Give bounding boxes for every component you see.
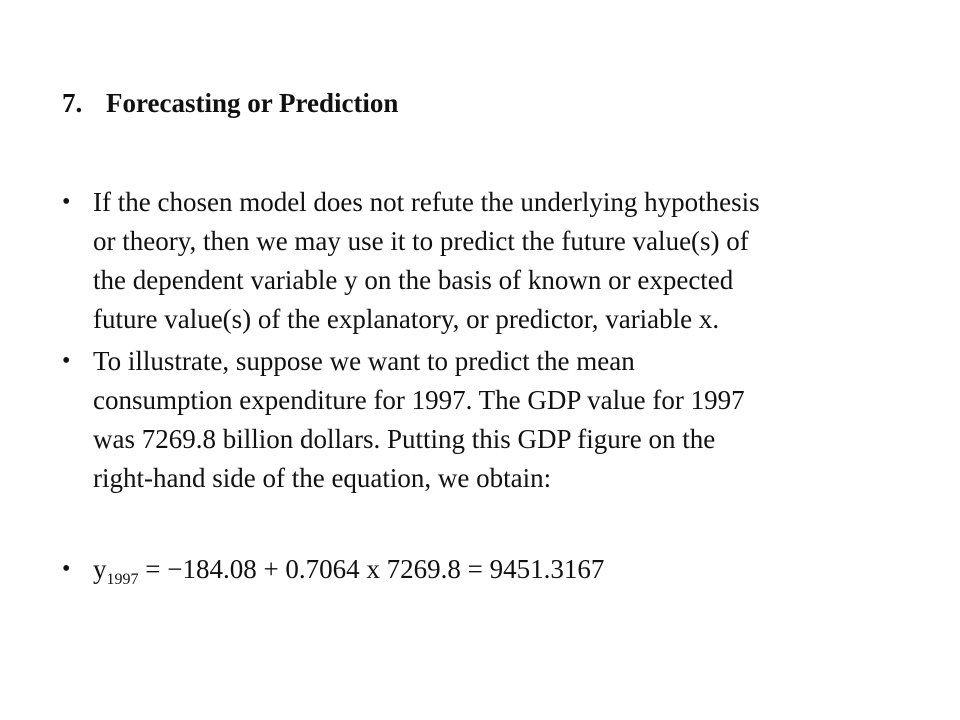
text-line: was 7269.8 billion dollars. Putting this GDP figure on the (93, 424, 716, 454)
equation-subscript: 1997 (106, 571, 139, 588)
bullet-icon: • (62, 348, 71, 374)
text-line: consumption expenditure for 1997. The GDP value for 1997 (93, 385, 745, 415)
bullet-icon: • (62, 189, 71, 215)
bullet-icon: • (62, 556, 71, 582)
equation-line (93, 550, 922, 589)
text-line: right-hand side of the equation, we obtain: (93, 463, 552, 493)
bullet-text (93, 183, 922, 339)
equation-expression: = −184.08 + 0.7064 x 7269.8 = 9451.3167 (138, 554, 605, 584)
text-line: future value(s) of the explanatory, or predictor, variable x. (93, 304, 720, 334)
text-line: To illustrate, suppose we want to predict the mean (93, 346, 635, 376)
text-line: or theory, then we may use it to predict the future value(s) of (93, 226, 749, 256)
section-heading (62, 88, 398, 119)
section-title: Forecasting or Prediction (106, 88, 399, 118)
text-line: If the chosen model does not refute the underlying hypothesis (93, 187, 760, 217)
bullet-item-illustration (62, 342, 922, 498)
section-number: 7. (62, 88, 83, 118)
bullet-text (93, 342, 922, 498)
bullet-item-equation (62, 550, 922, 589)
equation-variable: y (93, 554, 107, 584)
equation (93, 550, 922, 589)
bullet-item-model-use (62, 183, 922, 339)
text-line: the dependent variable y on the basis of known or expected (93, 265, 734, 295)
